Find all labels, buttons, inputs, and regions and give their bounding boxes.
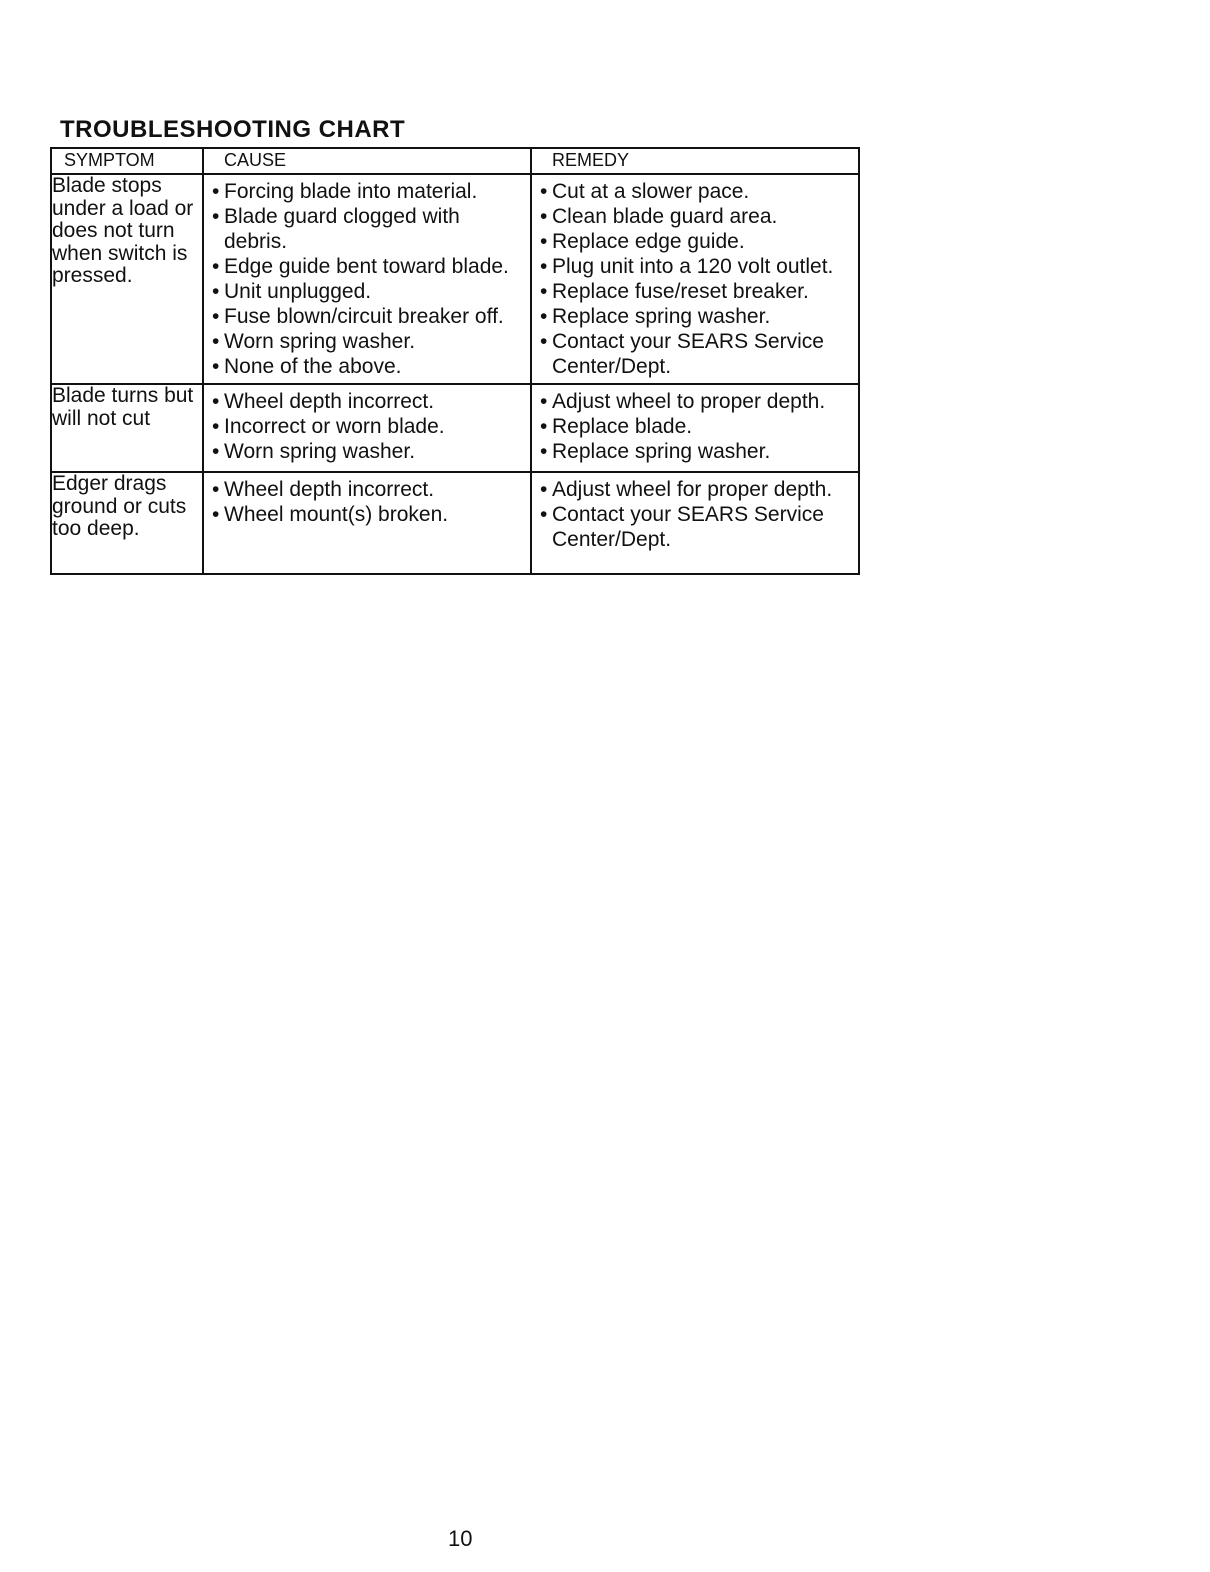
cause-item: • None of the above. bbox=[212, 354, 526, 379]
remedy-list bbox=[532, 385, 858, 468]
remedy-item: • Replace fuse/reset breaker. bbox=[540, 279, 854, 304]
cause-item: • Wheel depth incorrect. bbox=[212, 389, 526, 414]
remedy-item: • Replace edge guide. bbox=[540, 229, 854, 254]
remedy-item: • Replace spring washer. bbox=[540, 304, 854, 329]
remedy-item: • Contact your SEARS Service Center/Dept. bbox=[540, 329, 854, 379]
cause-cell bbox=[203, 472, 531, 574]
remedy-item: • Contact your SEARS Service Center/Dept. bbox=[540, 502, 854, 552]
remedy-item: • Adjust wheel to proper depth. bbox=[540, 389, 854, 414]
chart-title: TROUBLESHOOTING CHART bbox=[60, 116, 406, 143]
symptom-column-header: SYMPTOM bbox=[51, 148, 203, 174]
remedy-item: • Adjust wheel for proper depth. bbox=[540, 477, 854, 502]
cause-item: • Worn spring washer. bbox=[212, 439, 526, 464]
cause-cell bbox=[203, 174, 531, 384]
cause-item: • Fuse blown/circuit breaker off. bbox=[212, 304, 526, 329]
cause-item: • Blade guard clogged with debris. bbox=[212, 204, 526, 254]
cause-cell bbox=[203, 384, 531, 472]
cause-item: • Unit unplugged. bbox=[212, 279, 526, 304]
page-number: 10 bbox=[448, 1526, 473, 1551]
cause-list bbox=[204, 175, 530, 383]
cause-item: • Forcing blade into material. bbox=[212, 179, 526, 204]
symptom-cell: Blade stops under a load or does not turn when switch is pressed. bbox=[51, 174, 203, 384]
cause-list bbox=[204, 473, 530, 531]
remedy-item: • Replace spring washer. bbox=[540, 439, 854, 464]
cause-column-header: CAUSE bbox=[203, 148, 531, 174]
table-header-row bbox=[51, 148, 859, 174]
table-row bbox=[51, 472, 859, 574]
remedy-cell bbox=[531, 472, 859, 574]
cause-item: • Worn spring washer. bbox=[212, 329, 526, 354]
remedy-cell bbox=[531, 384, 859, 472]
table-row bbox=[51, 384, 859, 472]
cause-item: • Wheel mount(s) broken. bbox=[212, 502, 526, 527]
cause-list bbox=[204, 385, 530, 468]
remedy-item: • Cut at a slower pace. bbox=[540, 179, 854, 204]
symptom-cell: Blade turns but will not cut bbox=[51, 384, 203, 472]
remedy-cell bbox=[531, 174, 859, 384]
table-row bbox=[51, 174, 859, 384]
remedy-list bbox=[532, 473, 858, 556]
troubleshooting-table bbox=[50, 147, 860, 575]
cause-item: • Edge guide bent toward blade. bbox=[212, 254, 526, 279]
cause-item: • Incorrect or worn blade. bbox=[212, 414, 526, 439]
remedy-column-header: REMEDY bbox=[531, 148, 859, 174]
remedy-item: • Plug unit into a 120 volt outlet. bbox=[540, 254, 854, 279]
symptom-cell: Edger drags ground or cuts too deep. bbox=[51, 472, 203, 574]
cause-item: • Wheel depth incorrect. bbox=[212, 477, 526, 502]
remedy-item: • Replace blade. bbox=[540, 414, 854, 439]
remedy-item: • Clean blade guard area. bbox=[540, 204, 854, 229]
remedy-list bbox=[532, 175, 858, 383]
